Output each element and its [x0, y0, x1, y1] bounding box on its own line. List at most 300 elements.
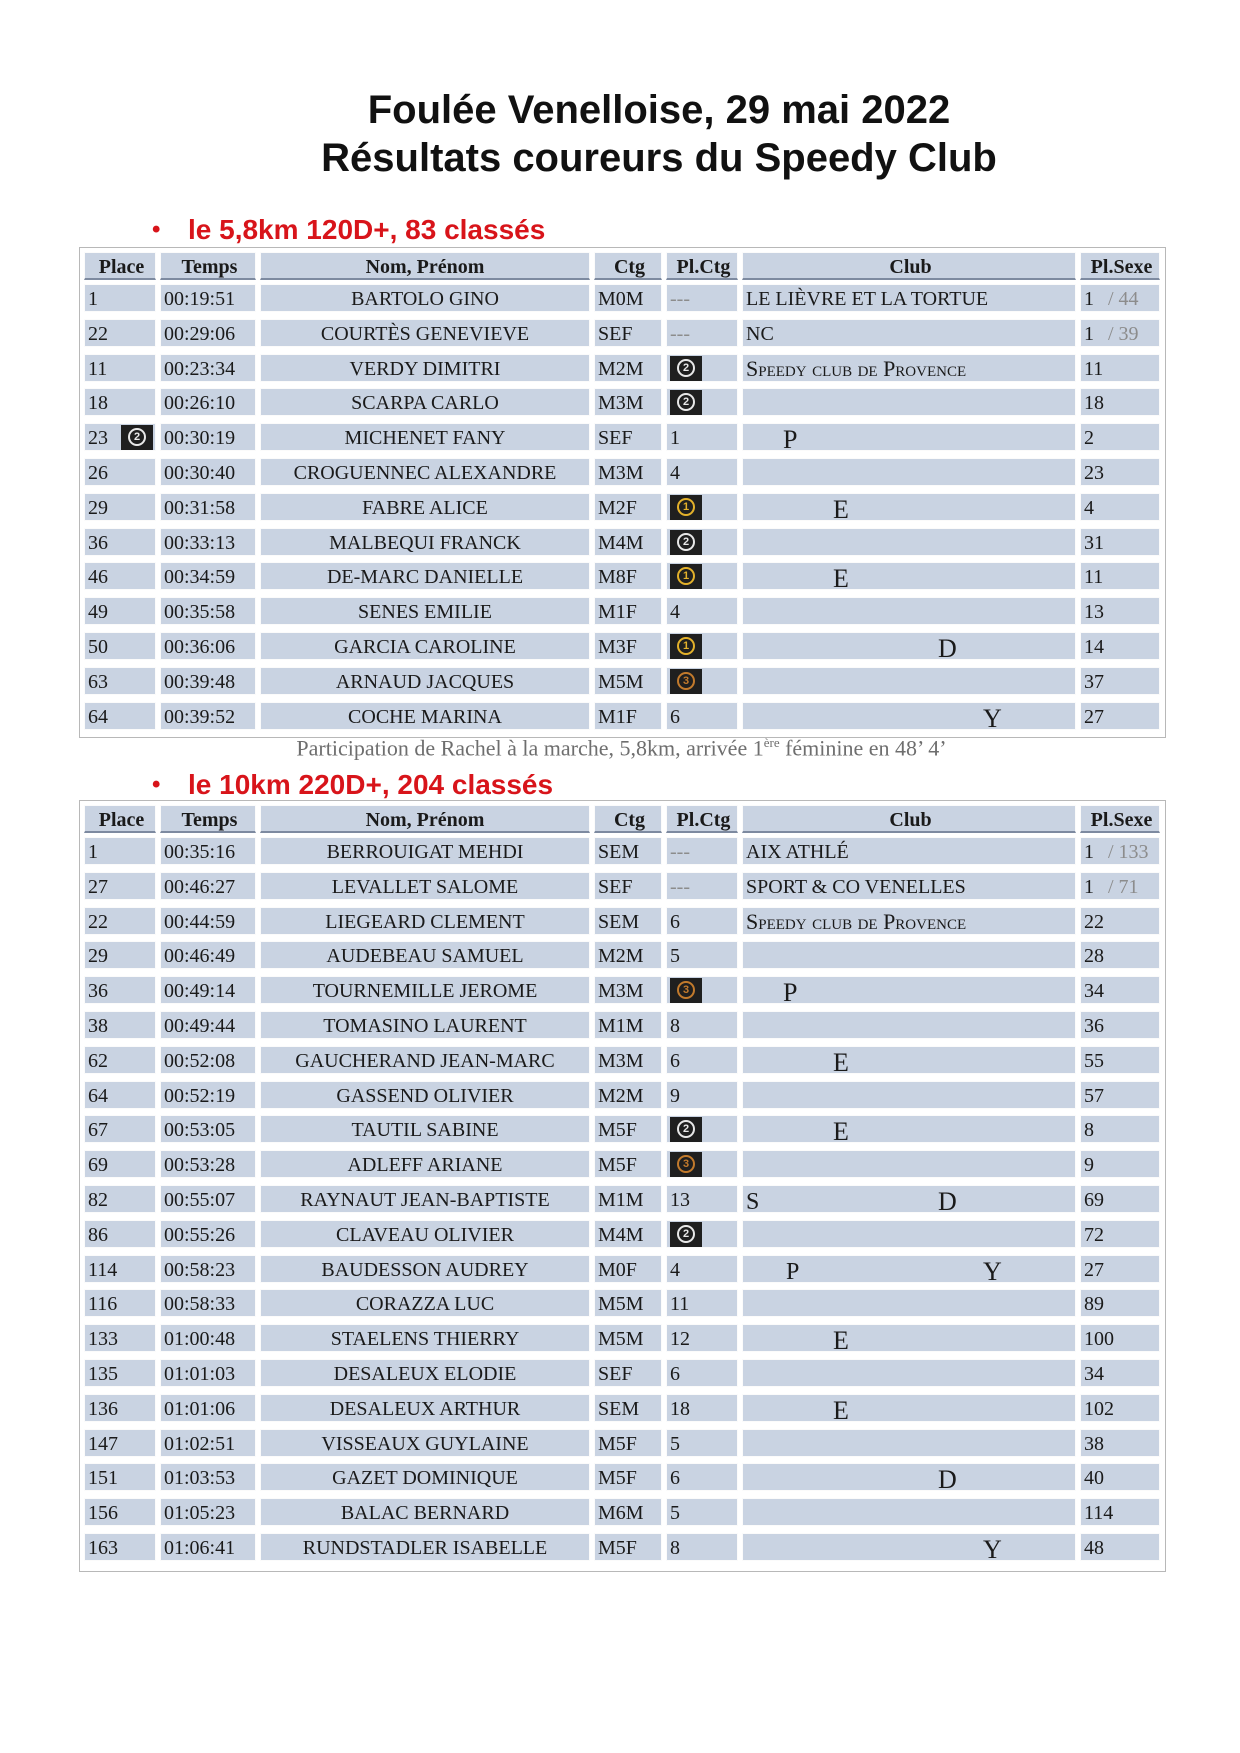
category-place-cell: [666, 1011, 738, 1039]
race2-results-table: [79, 800, 1166, 1572]
name-cell: GARCIA CAROLINE: [260, 632, 590, 660]
time-cell: 00:55:26: [160, 1220, 256, 1248]
sex-place-cell: [1080, 458, 1160, 486]
club-cell: [742, 284, 1076, 312]
club-name: LE LIÈVRE ET LA TORTUE: [746, 288, 989, 310]
place-cell: [84, 976, 156, 1004]
club-name: S: [746, 1189, 760, 1213]
category-place-value: 8: [670, 1537, 680, 1559]
sex-place-value: 1: [1084, 288, 1094, 310]
table-row: [80, 1394, 1165, 1424]
name-cell: RUNDSTADLER ISABELLE: [260, 1533, 590, 1561]
race2-heading: [152, 769, 553, 801]
club-letter: E: [833, 1047, 849, 1074]
club-cell: [742, 1255, 1076, 1283]
club-cell: [742, 1115, 1076, 1143]
club-cell: [742, 493, 1076, 521]
place-cell: [84, 1289, 156, 1317]
category-place-value: 5: [670, 1502, 680, 1525]
category-cell: M5M: [594, 1324, 662, 1352]
category-place-value: 6: [670, 910, 680, 933]
place-value: 22: [88, 322, 108, 345]
name-cell: BARTOLO GINO: [260, 284, 590, 312]
sex-place-cell: [1080, 907, 1160, 935]
name-cell: GASSEND OLIVIER: [260, 1081, 590, 1109]
category-place-value: 6: [670, 1467, 680, 1490]
sex-place-value: 34: [1084, 1363, 1104, 1385]
medal-number: 3: [677, 981, 695, 999]
club-letter: E: [833, 1117, 849, 1144]
category-place-cell: [666, 1359, 738, 1387]
medal-number: 2: [128, 428, 146, 446]
sex-place-value: 18: [1084, 392, 1104, 415]
category-place-cell: [666, 1255, 738, 1283]
place-value: 1: [88, 288, 98, 310]
place-value: 50: [88, 636, 108, 658]
table-row: [80, 1289, 1165, 1319]
club-cell: [742, 1011, 1076, 1039]
time-cell: 00:30:40: [160, 458, 256, 486]
sex-place-value: 69: [1084, 1189, 1104, 1211]
category-cell: M2F: [594, 493, 662, 521]
time-cell: 00:46:27: [160, 872, 256, 900]
place-value: 86: [88, 1223, 108, 1246]
place-cell: [84, 1011, 156, 1039]
sex-total: / 133: [1108, 841, 1149, 863]
medal-number: 2: [677, 393, 695, 411]
table-row: [80, 1324, 1165, 1354]
name-cell: RAYNAUT JEAN-BAPTISTE: [260, 1185, 590, 1213]
note-superscript: ère: [763, 735, 780, 750]
name-cell: FABRE ALICE: [260, 493, 590, 521]
time-cell: 00:58:33: [160, 1289, 256, 1317]
sex-place-cell: [1080, 1359, 1160, 1387]
category-cell: M4M: [594, 528, 662, 556]
place-cell: [84, 941, 156, 969]
category-cell: M6M: [594, 1498, 662, 1526]
category-place-cell: [666, 1081, 738, 1109]
place-cell: [84, 1185, 156, 1213]
sex-place-cell: [1080, 702, 1160, 730]
category-cell: M3M: [594, 388, 662, 416]
name-cell: BERROUIGAT MEHDI: [260, 837, 590, 865]
sex-place-cell: [1080, 1046, 1160, 1074]
place-value: 38: [88, 1015, 108, 1037]
medal-3-icon: [670, 978, 702, 1004]
note-text-end: féminine en 48’ 4’: [779, 735, 947, 761]
club-cell: [742, 1150, 1076, 1178]
table-row: [80, 702, 1165, 732]
sex-place-cell: [1080, 632, 1160, 660]
category-place-value: ---: [670, 841, 690, 863]
name-cell: VERDY DIMITRI: [260, 354, 590, 382]
sex-place-cell: [1080, 667, 1160, 695]
category-place-value: 6: [670, 1049, 680, 1072]
name-cell: CROGUENNEC ALEXANDRE: [260, 458, 590, 486]
name-cell: LEVALLET SALOME: [260, 872, 590, 900]
club-name: SPORT & CO VENELLES: [746, 875, 966, 898]
time-cell: 00:33:13: [160, 528, 256, 556]
header-plctg: Pl.Ctg: [666, 252, 738, 280]
category-cell: SEM: [594, 1394, 662, 1422]
header-club: Club: [742, 252, 1076, 280]
category-cell: M5M: [594, 667, 662, 695]
sex-place-cell: [1080, 1220, 1160, 1248]
place-value: 11: [88, 357, 108, 380]
club-cell: [742, 1498, 1076, 1526]
time-cell: 00:30:19: [160, 423, 256, 451]
place-value: 67: [88, 1119, 108, 1142]
club-letter: P: [783, 978, 798, 1005]
sex-place-cell: [1080, 1081, 1160, 1109]
place-value: 116: [88, 1293, 118, 1316]
category-place-value: 6: [670, 705, 680, 728]
place-cell: [84, 1046, 156, 1074]
place-value: 62: [88, 1049, 108, 1072]
sex-place-cell: [1080, 941, 1160, 969]
sex-place-value: 72: [1084, 1223, 1104, 1246]
sex-place-cell: [1080, 319, 1160, 347]
club-cell: [742, 1359, 1076, 1387]
category-cell: M5M: [594, 1289, 662, 1317]
place-value: 63: [88, 670, 108, 693]
sex-place-value: 100: [1084, 1328, 1114, 1351]
place-cell: [84, 319, 156, 347]
sex-place-cell: [1080, 1185, 1160, 1213]
club-letter: Y: [983, 703, 1002, 730]
category-place-cell: [666, 1429, 738, 1457]
medal-2-icon: [670, 1117, 702, 1143]
sex-place-cell: [1080, 1011, 1160, 1039]
header-plctg: Pl.Ctg: [666, 805, 738, 833]
place-value: 49: [88, 601, 108, 624]
place-cell: [84, 1081, 156, 1109]
category-cell: M8F: [594, 562, 662, 590]
time-cell: 01:01:06: [160, 1394, 256, 1422]
sex-place-value: 31: [1084, 531, 1104, 554]
category-place-value: 11: [670, 1293, 690, 1316]
category-place-cell: [666, 562, 738, 590]
race1-title: le 5,8km 120D+, 83 classés: [188, 214, 546, 245]
table-row: [80, 1498, 1165, 1528]
table-row: [80, 1150, 1165, 1180]
place-cell: [84, 562, 156, 590]
sex-place-cell: [1080, 1150, 1160, 1178]
club-cell: [742, 907, 1076, 935]
club-cell: [742, 1220, 1076, 1248]
category-cell: M0F: [594, 1255, 662, 1283]
club-letter: E: [833, 1395, 849, 1422]
time-cell: 00:49:44: [160, 1011, 256, 1039]
sex-place-value: 2: [1084, 427, 1094, 450]
sex-place-value: 114: [1084, 1502, 1114, 1525]
place-value: 36: [88, 531, 108, 554]
time-cell: 00:19:51: [160, 284, 256, 312]
category-place-cell: [666, 528, 738, 556]
sex-place-cell: [1080, 1289, 1160, 1317]
medal-number: 2: [677, 1225, 695, 1243]
name-cell: ARNAUD JACQUES: [260, 667, 590, 695]
time-cell: 00:36:06: [160, 632, 256, 660]
place-value: 29: [88, 496, 108, 519]
category-place-cell: [666, 1115, 738, 1143]
category-cell: M3M: [594, 976, 662, 1004]
table-row: [80, 388, 1165, 418]
sex-total: / 71: [1108, 875, 1139, 898]
category-place-cell: [666, 458, 738, 486]
place-value: 133: [88, 1328, 118, 1351]
sex-place-cell: [1080, 872, 1160, 900]
table-row: [80, 1429, 1165, 1459]
place-cell: [84, 1220, 156, 1248]
table-row: [80, 1220, 1165, 1250]
medal-number: 1: [677, 637, 695, 655]
sex-place-cell: [1080, 528, 1160, 556]
name-cell: MICHENET FANY: [260, 423, 590, 451]
category-cell: M5F: [594, 1115, 662, 1143]
time-cell: 01:01:03: [160, 1359, 256, 1387]
club-letter: E: [833, 564, 849, 591]
bullet: •: [152, 216, 161, 243]
sex-place-cell: [1080, 1255, 1160, 1283]
sex-place-cell: [1080, 493, 1160, 521]
time-cell: 00:49:14: [160, 976, 256, 1004]
header-place: Place: [84, 252, 156, 280]
place-cell: [84, 667, 156, 695]
category-place-cell: [666, 1498, 738, 1526]
name-cell: TOURNEMILLE JEROME: [260, 976, 590, 1004]
table-row: [80, 941, 1165, 971]
category-cell: M3F: [594, 632, 662, 660]
time-cell: 01:06:41: [160, 1533, 256, 1561]
club-cell: [742, 632, 1076, 660]
time-cell: 00:23:34: [160, 354, 256, 382]
place-value: 64: [88, 705, 108, 728]
table-row: [80, 1359, 1165, 1389]
category-cell: M2M: [594, 1081, 662, 1109]
time-cell: 00:46:49: [160, 941, 256, 969]
club-cell: [742, 458, 1076, 486]
category-cell: M3M: [594, 458, 662, 486]
category-cell: SEF: [594, 319, 662, 347]
medal-number: 3: [677, 672, 695, 690]
category-place-cell: [666, 388, 738, 416]
medal-2-icon: [121, 425, 153, 451]
table-row: [80, 354, 1165, 384]
category-place-cell: [666, 1533, 738, 1561]
place-value: 22: [88, 910, 108, 933]
table-row: [80, 667, 1165, 697]
name-cell: DESALEUX ELODIE: [260, 1359, 590, 1387]
category-place-cell: [666, 1463, 738, 1491]
sex-place-value: 36: [1084, 1015, 1104, 1037]
club-cell: [742, 1429, 1076, 1457]
time-cell: 00:39:48: [160, 667, 256, 695]
category-place-value: 18: [670, 1397, 690, 1420]
category-cell: M2M: [594, 354, 662, 382]
name-cell: CORAZZA LUC: [260, 1289, 590, 1317]
place-value: 135: [88, 1363, 118, 1385]
category-place-cell: [666, 1394, 738, 1422]
sex-place-value: 57: [1084, 1084, 1104, 1107]
club-cell: [742, 354, 1076, 382]
document-title: Foulée Venelloise, 29 mai 2022: [367, 88, 951, 132]
category-place-cell: [666, 319, 738, 347]
club-cell: [742, 941, 1076, 969]
club-cell: [742, 1533, 1076, 1561]
name-cell: TOMASINO LAURENT: [260, 1011, 590, 1039]
place-cell: [84, 458, 156, 486]
club-name: P: [786, 1258, 800, 1283]
category-place-cell: [666, 702, 738, 730]
club-cell: [742, 1081, 1076, 1109]
name-cell: MALBEQUI FRANCK: [260, 528, 590, 556]
table-row: [80, 1081, 1165, 1111]
sex-place-value: 23: [1084, 462, 1104, 484]
club-name: Speedy club de Provence: [746, 908, 967, 934]
table-row: [80, 872, 1165, 902]
place-cell: [84, 1394, 156, 1422]
sex-place-value: 37: [1084, 670, 1104, 693]
table-row: [80, 319, 1165, 349]
club-name: Speedy club de Provence: [746, 355, 967, 381]
category-place-value: 4: [670, 601, 680, 624]
category-cell: M1M: [594, 1185, 662, 1213]
category-cell: M1F: [594, 597, 662, 625]
sex-place-value: 48: [1084, 1537, 1104, 1559]
sex-place-cell: [1080, 1533, 1160, 1561]
category-place-value: 8: [670, 1015, 680, 1037]
place-cell: [84, 1533, 156, 1561]
category-place-value: 1: [670, 427, 680, 450]
category-place-cell: [666, 1185, 738, 1213]
name-cell: LIEGEARD CLEMENT: [260, 907, 590, 935]
participation-note: [79, 735, 1164, 761]
time-cell: 00:34:59: [160, 562, 256, 590]
place-value: 29: [88, 945, 108, 968]
club-letter: D: [938, 1465, 957, 1492]
name-cell: SCARPA CARLO: [260, 388, 590, 416]
sex-place-cell: [1080, 1115, 1160, 1143]
category-place-cell: [666, 1220, 738, 1248]
category-cell: M2M: [594, 941, 662, 969]
place-cell: [84, 597, 156, 625]
sex-place-value: 40: [1084, 1467, 1104, 1490]
time-cell: 00:29:06: [160, 319, 256, 347]
time-cell: 00:52:19: [160, 1081, 256, 1109]
name-cell: BALAC BERNARD: [260, 1498, 590, 1526]
name-cell: TAUTIL SABINE: [260, 1115, 590, 1143]
club-cell: [742, 319, 1076, 347]
name-cell: DESALEUX ARTHUR: [260, 1394, 590, 1422]
bullet: •: [152, 771, 161, 798]
category-cell: M1M: [594, 1011, 662, 1039]
sex-place-cell: [1080, 423, 1160, 451]
sex-place-value: 13: [1084, 601, 1104, 624]
sex-place-value: 89: [1084, 1293, 1104, 1316]
place-cell: [84, 388, 156, 416]
club-cell: [742, 837, 1076, 865]
sex-place-value: 1: [1084, 875, 1094, 898]
sex-place-cell: [1080, 976, 1160, 1004]
category-place-cell: [666, 1046, 738, 1074]
header-ctg: Ctg: [594, 805, 662, 833]
category-place-cell: [666, 1150, 738, 1178]
name-cell: COCHE MARINA: [260, 702, 590, 730]
sex-place-value: 8: [1084, 1119, 1094, 1142]
club-cell: [742, 1324, 1076, 1352]
place-value: 64: [88, 1084, 108, 1107]
header-ctg: Ctg: [594, 252, 662, 280]
club-letter: D: [938, 634, 957, 660]
name-cell: GAUCHERAND JEAN-MARC: [260, 1046, 590, 1074]
club-cell: [742, 562, 1076, 590]
medal-2-icon: [670, 530, 702, 556]
name-cell: STAELENS THIERRY: [260, 1324, 590, 1352]
category-place-value: 13: [670, 1189, 690, 1211]
category-place-value: 12: [670, 1328, 690, 1351]
sex-place-value: 11: [1084, 357, 1104, 380]
time-cell: 00:53:05: [160, 1115, 256, 1143]
time-cell: 00:44:59: [160, 907, 256, 935]
sex-place-value: 102: [1084, 1397, 1114, 1420]
place-cell: [84, 837, 156, 865]
category-place-cell: [666, 837, 738, 865]
medal-number: 1: [677, 498, 695, 516]
table-row: [80, 1185, 1165, 1215]
club-cell: [742, 702, 1076, 730]
place-value: 23: [88, 427, 108, 450]
table-row: [80, 423, 1165, 453]
category-place-cell: [666, 907, 738, 935]
category-place-cell: [666, 354, 738, 382]
table-row: [80, 493, 1165, 523]
category-place-cell: [666, 667, 738, 695]
table-row: [80, 597, 1165, 627]
place-cell: [84, 1463, 156, 1491]
table-row: [80, 1046, 1165, 1076]
category-place-cell: [666, 632, 738, 660]
category-cell: M5F: [594, 1150, 662, 1178]
header-plsexe: Pl.Sexe: [1080, 805, 1160, 833]
race1-heading: [152, 214, 545, 246]
place-cell: [84, 1115, 156, 1143]
name-cell: BAUDESSON AUDREY: [260, 1255, 590, 1283]
time-cell: 00:39:52: [160, 702, 256, 730]
table-row: [80, 284, 1165, 314]
club-letter: P: [783, 425, 798, 452]
place-cell: [84, 702, 156, 730]
name-cell: CLAVEAU OLIVIER: [260, 1220, 590, 1248]
sex-place-value: 55: [1084, 1049, 1104, 1072]
time-cell: 00:52:08: [160, 1046, 256, 1074]
sex-place-cell: [1080, 1394, 1160, 1422]
sex-place-value: 1: [1084, 841, 1094, 863]
place-cell: [84, 907, 156, 935]
table-row: [80, 1255, 1165, 1285]
category-place-cell: [666, 423, 738, 451]
category-place-value: ---: [670, 875, 690, 898]
club-letter: Y: [983, 1535, 1002, 1561]
club-cell: [742, 1463, 1076, 1491]
time-cell: 01:03:53: [160, 1463, 256, 1491]
category-place-cell: [666, 1324, 738, 1352]
sex-place-value: 34: [1084, 980, 1104, 1003]
table-row: [80, 458, 1165, 488]
table-row: [80, 1463, 1165, 1493]
club-letter: Y: [983, 1256, 1002, 1283]
medal-1-icon: [670, 495, 702, 521]
